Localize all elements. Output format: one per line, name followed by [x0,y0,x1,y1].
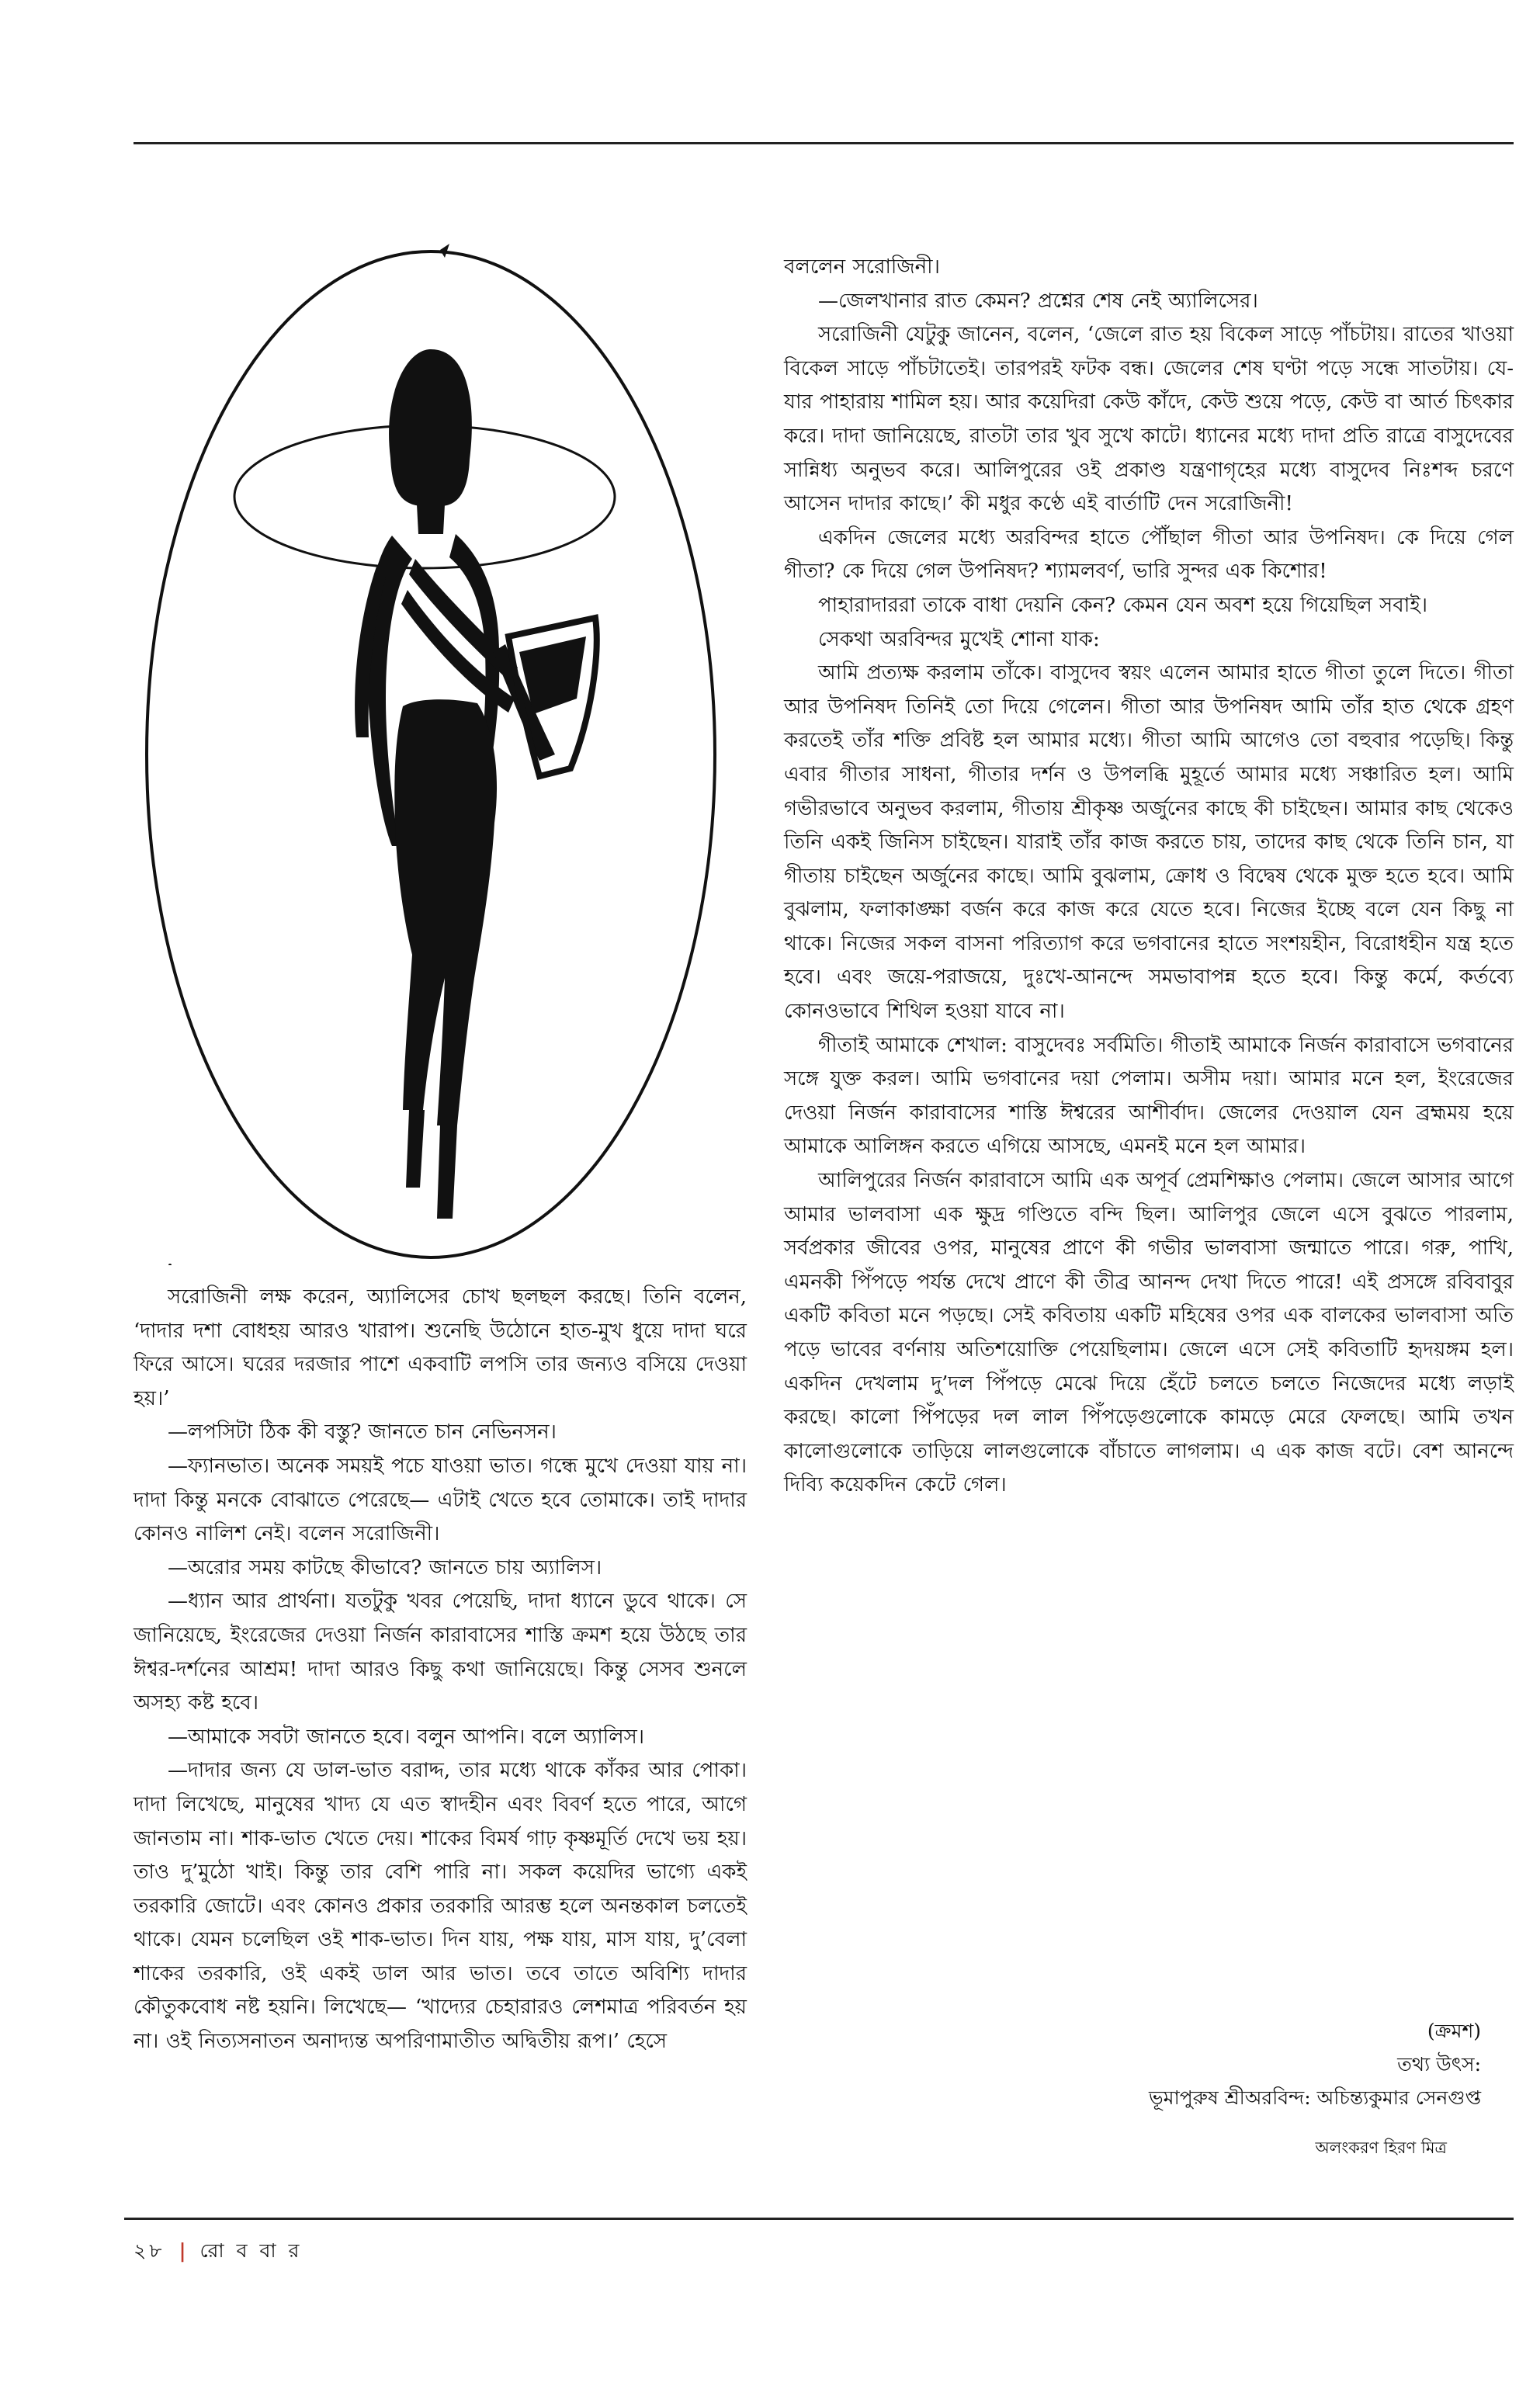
paragraph: আমি প্রত্যক্ষ করলাম তাঁকে। বাসুদেব স্বয়ং এলেন আমার হাতে গীতা তুলে দিতে। গীতা আর উপনিষদ তিনিই তো দিয়ে গেলেন। গীতা আর উপনিষদ আমি তাঁর হাত থেকে গ্রহণ করতেই তাঁর শক্তি প্রবিষ্ট হল আমার মধ্যে। গীতা আমি আগেও তো বহুবার পড়েছি। কিন্তু এবার গীতার সাধনা, গীতার দর্শন ও উপলব্ধি মুহূর্তে আমার মধ্যে সঞ্চারিত হল। আমি গভীরভাবে অনুভব করলাম, গীতায় শ্রীকৃষ্ণ অর্জুনের কাছে কী চাইছেন। আমার কাছ থেকেও তিনি একই জিনিস চাইছেন। যারাই তাঁর কাজ করতে চায়, তাদের কাছ থেকে তিনি চান, যা গীতায় চাইছেন অর্জুনের কাছে। আমি বুঝলাম, ক্রোধ ও বিদ্বেষ থেকে মুক্ত হতে হবে। আমি বুঝলাম, ফলাকাঙ্ক্ষা বর্জন করে কাজ করে যেতে হবে। নিজের ইচ্ছে বলে যেন কিছু না থাকে। নিজের সকল বাসনা পরিত্যাগ করে ভগবানের হাতে সংশয়হীন, বিরোধহীন যন্ত্র হতে হবে। এবং জয়ে-পরাজয়ে, দুঃখে-আনন্দে সমভাবাপন্ন হতে হবে। কিন্তু কর্মে, কর্তব্যে কোনওভাবে শিথিল হওয়া যাবে না। [784,661,1514,1024]
paragraph: বললেন সরোজিনী। [784,255,940,279]
paragraph: —দাদার জন্য যে ডাল-ভাত বরাদ্দ, তার মধ্যে থাকে কাঁকর আর পোকা। দাদা লিখেছে, মানুষের খাদ্য যে এত স্বাদহীন এবং বিবর্ণ হতে পারে, আগে জানতাম না। শাক-ভাত খেতে দেয়। শাকের বিমর্ষ গাঢ় কৃষ্ণমূর্তি দেখে ভয় হয়। তাও দু’মুঠো খাই। কিন্তু তার বেশি পারি না। সকল কয়েদির ভাগ্যে একই তরকারি জোটে। এবং কোনও প্রকার তরকারি আরম্ভ হলে অনন্তকাল চলতেই থাকে। যেমন চলেছিল ওই শাক-ভাত। দিন যায়, পক্ষ যায়, মাস যায়, দু’বেলা শাকের তরকারি, ওই একই ডাল আর ভাত। তবে তাতে অবিশ্যি দাদার কৌতুকবোধ নষ্ট হয়নি। লিখেছে— ‘খাদ্যের চেহারারও লেশমাত্র পরিবর্তন হয় না। ওই নিত্যসনাতন অনাদ্যন্ত অপরিণামাতীত অদ্বিতীয় রূপ।’ হেসে [134,1759,747,2054]
paragraph: সরোজিনী যেটুকু জানেন, বলেন, ‘জেলে রাত হয় বিকেল সাড়ে পাঁচটায়। রাতের খাওয়া বিকেল সাড়ে পাঁচটাতেই। তারপরই ফটক বন্ধ। জেলের শেষ ঘণ্টা পড়ে সন্ধে সাতটায়। যে-যার পাহারায় শামিল হয়। আর কয়েদিরা কেউ কাঁদে, কেউ শুয়ে পড়ে, কেউ বা আর্ত চিৎকার করে। দাদা জানিয়েছে, রাতটা তার খুব সুখে কাটে। ধ্যানের মধ্যে দাদা প্রতি রাত্রে বাসুদেবের সান্নিধ্য অনুভব করে। আলিপুরের ওই প্রকাণ্ড যন্ত্রণাগৃহের মধ্যে বাসুদেব নিঃশব্দ চরণে আসেন দাদার কাছে।’ কী মধুর কণ্ঠে এই বার্তাটি দেন সরোজিনী! [784,323,1514,516]
bottom-rule [124,2218,1514,2220]
paragraph: আলিপুরের নির্জন কারাবাসে আমি এক অপূর্ব প্রেমশিক্ষাও পেলাম। জেলে আসার আগে আমার ভালবাসা এক ক্ষুদ্র গণ্ডিতে বন্দি ছিল। আলিপুর জেলে এসে বুঝতে পারলাম, সর্বপ্রকার জীবের ওপর, মানুষের প্রাণে কী গভীর ভালবাসা জন্মাতে পারে। গরু, পাখি, এমনকী পিঁপড়ে পর্যন্ত দেখে প্রাণে কী তীব্র আনন্দ দেখা দিতে পারে! এই প্রসঙ্গে রবিবাবুর একটি কবিতা মনে পড়ছে। সেই কবিতায় একটি মহিষের ওপর এক বালকের ভালবাসা অতি পড়ে ভাবের বর্ণনায় অতিশয়োক্তি পেয়েছিলাম। জেলে এসে সেই কবিতাটি হৃদয়ঙ্গম হল। একদিন দেখলাম দু’দল পিঁপড়ে মেঝে দিয়ে হেঁটে চলতে চলতে নিজেদের মধ্যে লড়াই করছে। কালো পিঁপড়ের দল লাল পিঁপড়েগুলোকে কামড়ে মেরে ফেলছে। আমি তখন কালোগুলোকে তাড়িয়ে লালগুলোকে বাঁচাতে লাগলাম। এ এক কাজ বটে। বেশ আনন্দে দিব্যি কয়েকদিন কেটে গেল। [784,1169,1514,1497]
right-column [784,251,1514,1503]
paragraph: —ধ্যান আর প্রার্থনা। যতটুকু খবর পেয়েছি, দাদা ধ্যানে ডুবে থাকে। সে জানিয়েছে, ইংরেজের দেওয়া নির্জন কারাবাসের শাস্তি ক্রমশ হয়ে উঠছে তার ঈশ্বর-দর্শনের আশ্রম! দাদা আরও কিছু কথা জানিয়েছে। কিন্তু সেসব শুনলে অসহ্য কষ্ট হবে। [134,1590,747,1715]
paragraph: সরোজিনী লক্ষ করেন, অ্যালিসের চোখ ছলছল করছে। তিনি বলেন, ‘দাদার দশা বোধহয় আরও খারাপ। শুনেছি উঠোনে হাত-মুখ ধুয়ে দাদা ঘরে ফিরে আসে। ঘরের দরজার পাশে একবাটি লপসি তার জন্যও বসিয়ে দেওয়া হয়।’ [134,1285,747,1410]
figure-holding-book-in-oval-icon [136,233,726,1265]
paragraph: —আমাকে সবটা জানতে হবে। বলুন আপনি। বলে অ্যালিস। [168,1725,645,1749]
paragraph: —অরোর সময় কাটছে কীভাবে? জানতে চায় অ্যালিস। [168,1555,602,1580]
paragraph: —লপসিটা ঠিক কী বস্তু? জানতে চান নেভিনসন। [168,1420,557,1444]
paragraph: গীতাই আমাকে শেখাল: বাসুদেবঃ সর্বমিতি। গীতাই আমাকে নির্জন কারাবাসে ভগবানের সঙ্গে যুক্ত করল। আমি ভগবানের দয়া পেলাম। অসীম দয়া। আমার মনে হল, ইংরেজের দেওয়া নির্জন কারাবাসের শাস্তি ঈশ্বরের আশীর্বাদ। জেলের দেওয়াল যেন ব্রহ্মময় হয়ে আমাকে আলিঙ্গন করতে এগিয়ে আসছে, এমনই মনে হল আমার। [784,1033,1514,1159]
paragraph: একদিন জেলের মধ্যে অরবিন্দর হাতে পৌঁছাল গীতা আর উপনিষদ। কে দিয়ে গেল গীতা? কে দিয়ে গেল উপনিষদ? শ্যামলবর্ণ, ভারি সুন্দর এক কিশোর! [784,525,1514,584]
top-rule [134,142,1514,144]
left-column [134,1281,747,2059]
paragraph: সেকথা অরবিন্দর মুখেই শোনা যাক: [818,627,1100,651]
footer-separator: | [179,2239,186,2262]
page-footer [134,2235,302,2266]
paragraph: —জেলখানার রাত কেমন? প্রশ্নের শেষ নেই অ্যালিসের। [818,289,1258,313]
continued-label: (ক্রমশ) [1427,2020,1481,2042]
source-label: তথ্য উৎস: [1397,2053,1481,2076]
magazine-name: রো ব বা র [199,2239,303,2262]
page-number: ২৮ [134,2239,165,2262]
paragraph: —ফ্যানভাত। অনেক সময়ই পচে যাওয়া ভাত। গন্ধে মুখে দেওয়া যায় না। দাদা কিন্তু মনকে বোঝাতে পেরেছে— এটাই খেতে হবে তোমাকে। তাই দাদার কোনও নালিশ নেই। বলেন সরোজিনী। [134,1454,747,1546]
source-text: ভূমাপুরুষ শ্রীঅরবিন্দ: অচিন্ত্যকুমার সেনগুপ্ত [1149,2086,1481,2109]
illustration-credit: অলংকরণ হিরণ মিত্র [1315,2138,1447,2157]
source-credits [891,2014,1481,2114]
paragraph: পাহারাদাররা তাকে বাধা দেয়নি কেন? কেমন যেন অবশ হয়ে গিয়েছিল সবাই। [818,593,1428,617]
